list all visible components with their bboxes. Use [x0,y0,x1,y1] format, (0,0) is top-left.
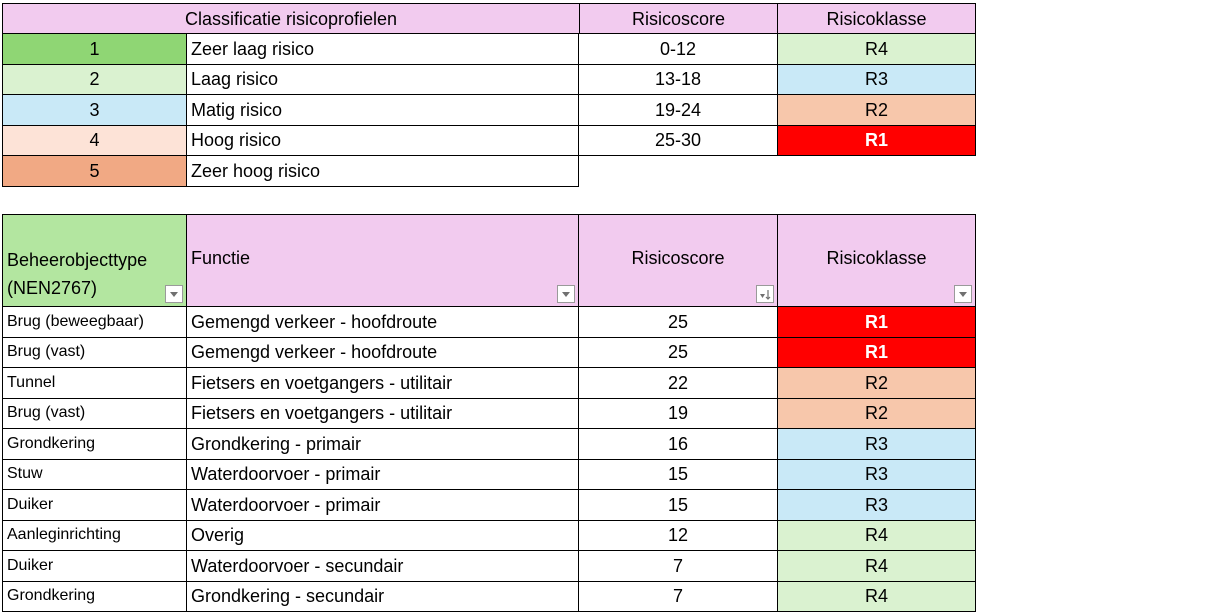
cell-risicoscore[interactable]: 22 [578,367,778,399]
filter-dropdown-icon[interactable] [557,285,575,303]
cell-risicoscore[interactable]: 15 [578,459,778,491]
cell-risicoscore[interactable]: 7 [578,581,778,613]
cell-functie[interactable]: Fietsers en voetgangers - utilitair [186,367,579,399]
cell-functie[interactable]: Grondkering - secundair [186,581,579,613]
cell-functie[interactable]: Waterdoorvoer - secundair [186,550,579,582]
header-risicoscore-label: Risicoscore [631,248,725,268]
classification-title-header: Classificatie risicoprofielen [2,3,580,34]
cell-risicoscore[interactable]: 16 [578,428,778,460]
cell-risicoklasse[interactable]: R4 [777,550,976,582]
cell-functie[interactable]: Gemengd verkeer - hoofdroute [186,306,579,338]
cell-risicoscore[interactable]: 25 [578,306,778,338]
risk-level-number: 3 [2,94,187,126]
risk-score-range: 19-24 [578,94,778,126]
risk-level-number: 1 [2,33,187,65]
risk-level-label: Laag risico [186,64,579,96]
cell-beheerobjecttype[interactable]: Tunnel [2,367,187,399]
cell-risicoscore[interactable]: 7 [578,550,778,582]
cell-functie[interactable]: Waterdoorvoer - primair [186,459,579,491]
header-functie[interactable] [186,214,579,307]
header-type-line1: Beheerobjecttype [7,250,148,270]
risk-class-badge: R4 [777,33,976,65]
cell-risicoklasse[interactable]: R4 [777,581,976,613]
cell-beheerobjecttype[interactable]: Duiker [2,489,187,521]
risk-class-badge: R2 [777,94,976,126]
cell-beheerobjecttype[interactable]: Grondkering [2,428,187,460]
cell-beheerobjecttype[interactable]: Aanleginrichting [2,520,187,552]
risk-class-badge: R3 [777,64,976,96]
cell-functie[interactable]: Gemengd verkeer - hoofdroute [186,337,579,369]
sort-descending-filter-icon[interactable] [756,285,774,303]
header-beheerobjecttype[interactable] [2,214,187,307]
risk-level-label: Hoog risico [186,125,579,157]
header-risicoklasse[interactable] [777,214,976,307]
cell-risicoklasse[interactable]: R3 [777,428,976,460]
cell-beheerobjecttype[interactable]: Brug (vast) [2,398,187,430]
cell-risicoklasse[interactable]: R4 [777,520,976,552]
risk-level-label: Zeer hoog risico [186,155,579,187]
cell-functie[interactable]: Waterdoorvoer - primair [186,489,579,521]
cell-beheerobjecttype[interactable]: Brug (vast) [2,337,187,369]
risk-level-number: 5 [2,155,187,187]
risk-score-range: 0-12 [578,33,778,65]
cell-functie[interactable]: Overig [186,520,579,552]
classification-klasse-header: Risicoklasse [777,3,976,34]
risk-level-label: Matig risico [186,94,579,126]
cell-beheerobjecttype[interactable]: Grondkering [2,581,187,613]
filter-dropdown-icon[interactable] [954,285,972,303]
cell-risicoklasse[interactable]: R1 [777,337,976,369]
risk-level-number: 4 [2,125,187,157]
risk-score-range: 13-18 [578,64,778,96]
cell-functie[interactable]: Grondkering - primair [186,428,579,460]
cell-beheerobjecttype[interactable]: Brug (beweegbaar) [2,306,187,338]
risk-level-number: 2 [2,64,187,96]
header-type-line2: (NEN2767) [7,278,98,298]
cell-risicoklasse[interactable]: R3 [777,459,976,491]
cell-risicoscore[interactable]: 19 [578,398,778,430]
cell-beheerobjecttype[interactable]: Duiker [2,550,187,582]
cell-risicoklasse[interactable]: R1 [777,306,976,338]
risk-class-badge: R1 [777,125,976,157]
filter-dropdown-icon[interactable] [165,285,183,303]
classification-score-header: Risicoscore [579,3,778,34]
cell-risicoklasse[interactable]: R2 [777,398,976,430]
header-functie-label: Functie [191,247,251,268]
cell-beheerobjecttype[interactable]: Stuw [2,459,187,491]
risk-score-range: 25-30 [578,125,778,157]
cell-risicoscore[interactable]: 12 [578,520,778,552]
header-risicoklasse-label: Risicoklasse [826,248,927,268]
cell-risicoscore[interactable]: 25 [578,337,778,369]
cell-risicoscore[interactable]: 15 [578,489,778,521]
cell-risicoklasse[interactable]: R3 [777,489,976,521]
risk-level-label: Zeer laag risico [186,33,579,65]
header-risicoscore[interactable] [578,214,778,307]
cell-risicoklasse[interactable]: R2 [777,367,976,399]
cell-functie[interactable]: Fietsers en voetgangers - utilitair [186,398,579,430]
